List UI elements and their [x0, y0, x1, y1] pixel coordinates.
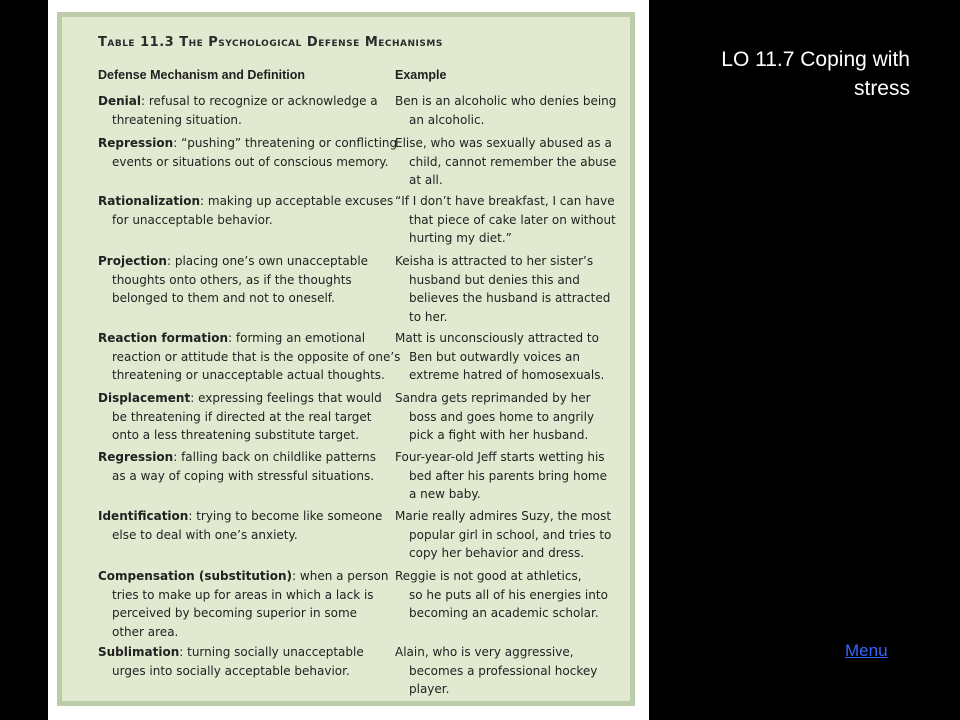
- mechanism-term: Identification: [98, 509, 189, 523]
- definition-first-line: Regression: falling back on childlike patterns: [98, 450, 377, 464]
- example-line: husband but denies this and: [409, 272, 580, 287]
- example-line: Reggie is not good at athletics,: [395, 569, 582, 583]
- example-line: at all.: [409, 173, 443, 187]
- example-line: an alcoholic.: [409, 112, 485, 127]
- example-line: Keisha is attracted to her sister’s: [395, 254, 594, 268]
- example-line: “If I don’t have breakfast, I can have: [395, 194, 615, 208]
- definition-line: threatening or unacceptable actual thoughts.: [112, 368, 385, 382]
- definition-line: thoughts onto others, as if the thoughts: [112, 272, 352, 287]
- mechanism-term: Reaction formation: [98, 331, 229, 345]
- mechanism-definition: [98, 329, 401, 385]
- mechanism-definition: [98, 448, 392, 485]
- defense-mechanisms-table: [57, 12, 635, 706]
- mechanism-definition: [98, 567, 392, 641]
- definition-line: else to deal with one’s anxiety.: [112, 527, 298, 542]
- example-line: popular girl in school, and tries to: [409, 527, 612, 542]
- definition-text: trying to become like someone: [196, 509, 383, 523]
- definition-first-line: Rationalization: making up acceptable excuses: [98, 194, 394, 208]
- definition-text: forming an emotional: [235, 331, 366, 345]
- definition-line: urges into socially acceptable behavior.: [112, 663, 350, 678]
- example-line: Alain, who is very aggressive,: [395, 645, 574, 659]
- mechanism-term: Sublimation: [98, 645, 180, 659]
- example-line: Ben but outwardly voices an: [409, 349, 580, 364]
- definition-first-line: Sublimation: turning socially unacceptable: [98, 645, 364, 659]
- example-line: to her.: [409, 309, 448, 324]
- definition-first-line: Repression: “pushing” threatening or conflicting: [98, 136, 398, 150]
- definition-first-line: Identification: trying to become like someone: [98, 509, 383, 523]
- mechanism-term: Denial: [98, 94, 141, 108]
- example-line: a new baby.: [409, 487, 481, 501]
- definition-text: expressing feelings that would: [198, 391, 382, 405]
- slide-title-line-2: stress: [853, 77, 910, 100]
- example-line: Four-year-old Jeff starts wetting his: [395, 450, 605, 464]
- definition-text: turning socially unacceptable: [187, 645, 364, 659]
- mechanism-example: [395, 192, 627, 248]
- definition-first-line: Reaction formation: forming an emotional: [98, 331, 366, 345]
- mechanism-example: [395, 92, 627, 129]
- mechanism-example: [395, 134, 627, 190]
- example-line: so he puts all of his energies into: [409, 587, 608, 602]
- mechanism-term: Compensation (substitution): [98, 569, 293, 583]
- definition-first-line: Projection: placing one’s own unacceptable: [98, 254, 369, 268]
- mechanism-example: [395, 567, 627, 623]
- definition-line: other area.: [112, 624, 179, 639]
- definition-line: perceived by becoming superior in some: [112, 606, 358, 620]
- definition-text: when a person: [299, 569, 389, 583]
- example-line: becoming an academic scholar.: [409, 606, 599, 620]
- example-line: that piece of cake later on without: [409, 212, 616, 227]
- definition-line: for unacceptable behavior.: [112, 212, 273, 227]
- definition-line: belonged to them and not to oneself.: [112, 291, 335, 305]
- definition-column-header: Defense Mechanism and Definition: [98, 68, 305, 82]
- mechanism-definition: [98, 389, 392, 445]
- definition-line: onto a less threatening substitute target.: [112, 428, 360, 442]
- mechanism-definition: [98, 92, 392, 129]
- example-line: hurting my diet.”: [409, 231, 512, 245]
- mechanism-definition: [98, 643, 392, 680]
- example-line: pick a fight with her husband.: [409, 428, 589, 442]
- definition-text: placing one’s own unacceptable: [174, 254, 369, 268]
- definition-first-line: Denial: refusal to recognize or acknowledge a: [98, 94, 378, 108]
- mechanism-definition: [98, 252, 392, 308]
- mechanism-definition: [98, 134, 398, 171]
- table-panel: [48, 0, 649, 720]
- example-line: Sandra gets reprimanded by her: [395, 391, 591, 405]
- slide-title: [721, 45, 910, 103]
- mechanism-definition: [98, 192, 392, 229]
- example-line: becomes a professional hockey: [409, 663, 598, 678]
- slide-title-line-1: LO 11.7 Coping with: [721, 48, 910, 71]
- table-title: Table 11.3 The Psychological Defense Mechanisms: [98, 35, 443, 50]
- menu-link[interactable]: Menu: [845, 641, 888, 660]
- mechanism-example: [395, 329, 627, 385]
- mechanism-example: [395, 448, 627, 504]
- definition-first-line: Compensation (substitution): when a person: [98, 569, 389, 583]
- example-line: copy her behavior and dress.: [409, 546, 585, 560]
- definition-line: threatening situation.: [112, 112, 242, 127]
- example-column-header: Example: [395, 68, 447, 82]
- definition-text: refusal to recognize or acknowledge a: [148, 94, 378, 108]
- mechanism-example: [395, 252, 627, 326]
- mechanism-example: [395, 507, 627, 563]
- mechanism-example: [395, 643, 627, 699]
- mechanism-term: Regression: [98, 450, 174, 464]
- definition-first-line: Displacement: expressing feelings that would: [98, 391, 382, 405]
- example-line: child, cannot remember the abuse: [409, 154, 617, 169]
- mechanism-term: Projection: [98, 254, 167, 268]
- mechanism-definition: [98, 507, 392, 544]
- example-line: bed after his parents bring home: [409, 468, 607, 483]
- definition-text: falling back on childlike patterns: [181, 450, 377, 464]
- example-line: player.: [409, 682, 450, 696]
- example-line: Marie really admires Suzy, the most: [395, 509, 612, 523]
- definition-text: “pushing” threatening or conflicting: [181, 136, 398, 150]
- definition-line: reaction or attitude that is the opposite of one’s: [112, 349, 401, 364]
- example-line: Ben is an alcoholic who denies being: [395, 94, 617, 108]
- definition-line: events or situations out of conscious memory.: [112, 154, 389, 169]
- mechanism-term: Displacement: [98, 391, 191, 405]
- example-line: boss and goes home to angrily: [409, 409, 595, 424]
- example-line: Elise, who was sexually abused as a: [395, 136, 612, 150]
- definition-text: making up acceptable excuses: [207, 194, 394, 208]
- mechanism-term: Rationalization: [98, 194, 201, 208]
- mechanism-example: [395, 389, 627, 445]
- example-line: Matt is unconsciously attracted to: [395, 331, 599, 345]
- example-line: extreme hatred of homosexuals.: [409, 368, 605, 382]
- definition-line: be threatening if directed at the real target: [112, 409, 372, 424]
- definition-line: tries to make up for areas in which a lack is: [112, 587, 374, 602]
- mechanism-term: Repression: [98, 136, 174, 150]
- definition-line: as a way of coping with stressful situations.: [112, 468, 375, 483]
- example-line: believes the husband is attracted: [409, 291, 611, 305]
